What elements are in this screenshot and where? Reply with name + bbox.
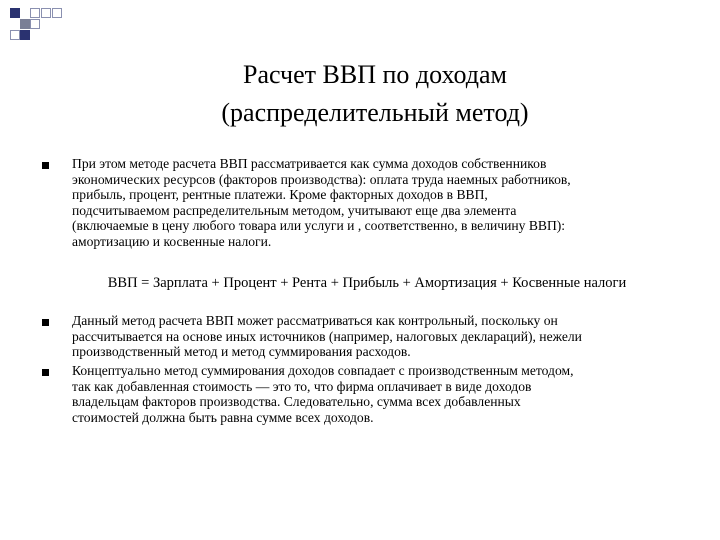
- text-line: так как добавленная стоимость — это то, что фирма оплачивает в виде доходов: [72, 378, 532, 394]
- text-line: стоимостей должна быть равна сумме всех доходов.: [72, 409, 374, 425]
- slide-title-line: (распределительный метод): [221, 98, 529, 127]
- text-line: производственный метод и метод суммирования расходов.: [72, 344, 411, 359]
- control-method-paragraph: [72, 313, 672, 360]
- text-line: экономических ресурсов (факторов производства): оплата труда наемных работников,: [72, 171, 571, 187]
- slide-title-line: Расчет ВВП по доходам: [243, 60, 507, 89]
- text-line: рассчитывается на основе иных источников (например, налоговых деклараций), нежели: [72, 328, 582, 344]
- square-bullet-icon: [42, 369, 49, 376]
- text-line: амортизацию и косвенные налоги.: [72, 233, 272, 249]
- text-line: прибыль, процент, рентные платежи. Кроме факторных доходов в ВВП,: [72, 187, 488, 202]
- text-line: владельцам факторов производства. Следовательно, сумма всех добавленных: [72, 394, 521, 409]
- text-line: Концептуально метод суммирования доходов совпадает с производственным методом,: [72, 363, 574, 378]
- intro-paragraph: [72, 156, 672, 249]
- text-line: (включаемые в цену любого товара или услуги и , соответственно, в величину ВВП):: [72, 218, 566, 233]
- slide-title: [0, 56, 720, 132]
- decorative-squares: [0, 0, 120, 50]
- conceptual-paragraph: [72, 363, 672, 425]
- text-line: Данный метод расчета ВВП может рассматриваться как контрольный, поскольку он: [72, 313, 558, 328]
- gdp-formula: ВВП = Зарплата + Процент + Рента + Прибыль + Амортизация + Косвенные налоги: [107, 275, 627, 291]
- square-bullet-icon: [42, 162, 49, 169]
- text-line: При этом методе расчета ВВП рассматривается как сумма доходов собственников: [72, 156, 547, 171]
- square-bullet-icon: [42, 319, 49, 326]
- text-line: подсчитываемом распределительным методом, учитывают еще два элемента: [72, 202, 517, 218]
